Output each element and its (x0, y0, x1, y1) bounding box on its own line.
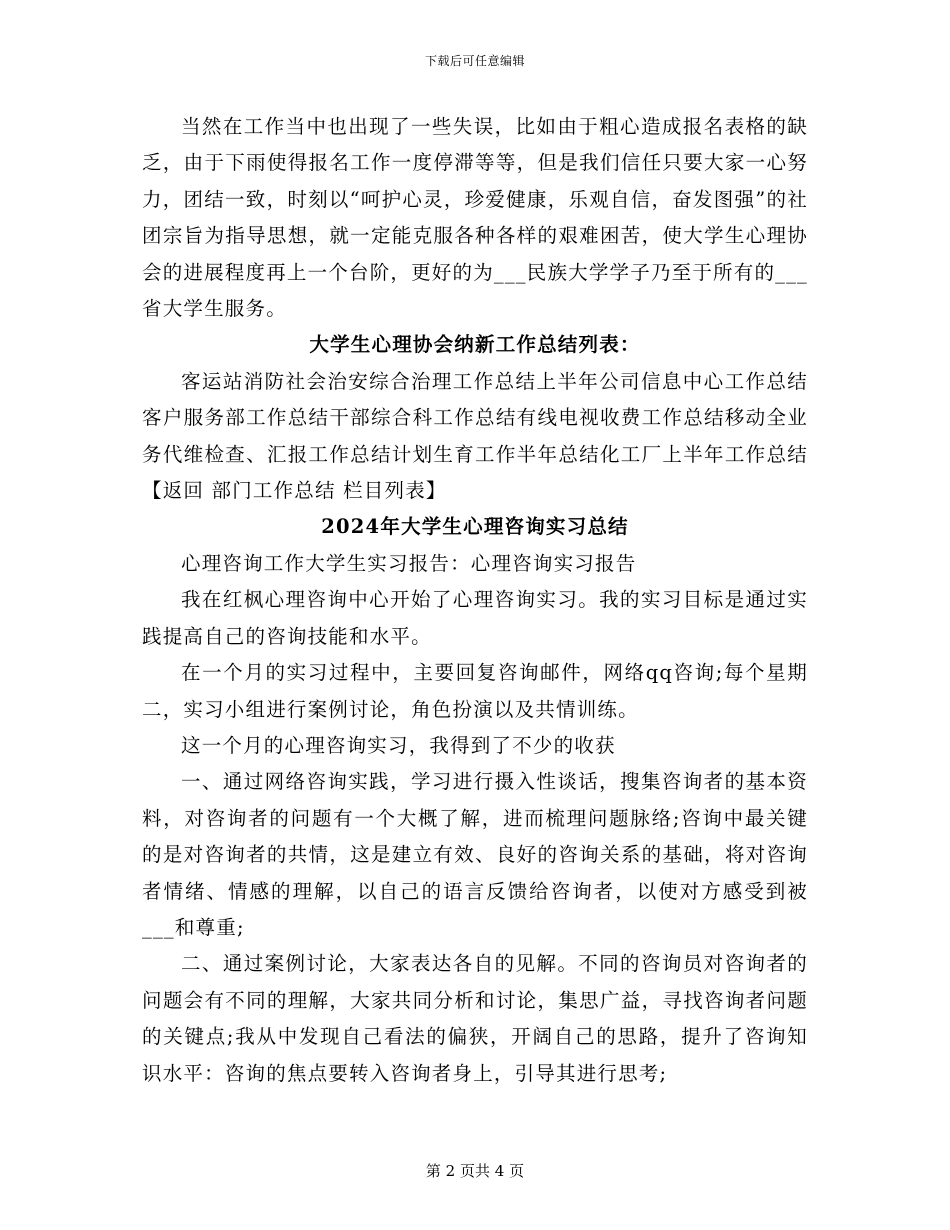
paragraph-internship-process: 在一个月的实习过程中，主要回复咨询邮件，网络qq咨询;每个星期二，实习小组进行案例讨论，角色扮演以及共情训练。 (142, 661, 808, 721)
document-body (142, 109, 808, 1092)
paragraph-gains-intro: 这一个月的心理咨询实习，我得到了不少的收获 (181, 733, 616, 757)
page-footer: 第 2 页共 4 页 (425, 1162, 525, 1180)
paragraph-gain-one: 一、通过网络咨询实践，学习进行摄入性谈话，搜集咨询者的基本资料，对咨询者的问题有一个大概了解，进而梳理问题脉络;咨询中最关键的是对咨询者的共情，这是建立有效、良好的咨询关系的基础，将对咨询者情绪、情感的理解，以自己的语言反馈给咨询者，以使对方感受到被___和尊重; (142, 770, 808, 939)
paragraph-gain-two: 二、通过案例讨论，大家表达各自的见解。不同的咨询员对咨询者的问题会有不同的理解，大家共同分析和讨论，集思广益，寻找咨询者问题的关键点;我从中发现自己看法的偏狭，开阔自己的思路，提升了咨询知识水平：咨询的焦点要转入咨询者身上，引导其进行思考; (142, 952, 808, 1085)
paragraph-internship-goal: 我在红枫心理咨询中心开始了心理咨询实习。我的实习目标是通过实践提高自己的咨询技能和水平。 (142, 588, 808, 648)
paragraph-related-summaries: 客运站消防社会治安综合治理工作总结上半年公司信息中心工作总结客户服务部工作总结干部综合科工作总结有线电视收费工作总结移动全业务代维检查、汇报工作总结计划生育工作半年总结化工厂上半年工作总结 【返回 部门工作总结 栏目列表】 (142, 369, 808, 503)
section-heading-recruitment-list: 大学生心理协会纳新工作总结列表： (309, 333, 641, 357)
paragraph-report-title: 心理咨询工作大学生实习报告：心理咨询实习报告 (181, 551, 637, 575)
section-heading-internship-summary: 2024年大学生心理咨询实习总结 (321, 515, 629, 539)
paragraph-mistakes: 当然在工作当中也出现了一些失误，比如由于粗心造成报名表格的缺乏，由于下雨使得报名工作一度停滞等等，但是我们信任只要大家一心努力，团结一致，时刻以“呵护心灵，珍爱健康，乐观自信，奋发图强”的社团宗旨为指导思想，就一定能克服各种各样的艰难困苦，使大学生心理协会的进展程度再上一个台阶，更好的为___民族大学学子乃至于所有的___省大学生服务。 (142, 115, 809, 321)
page-header: 下载后可任意编辑 (424, 54, 525, 68)
